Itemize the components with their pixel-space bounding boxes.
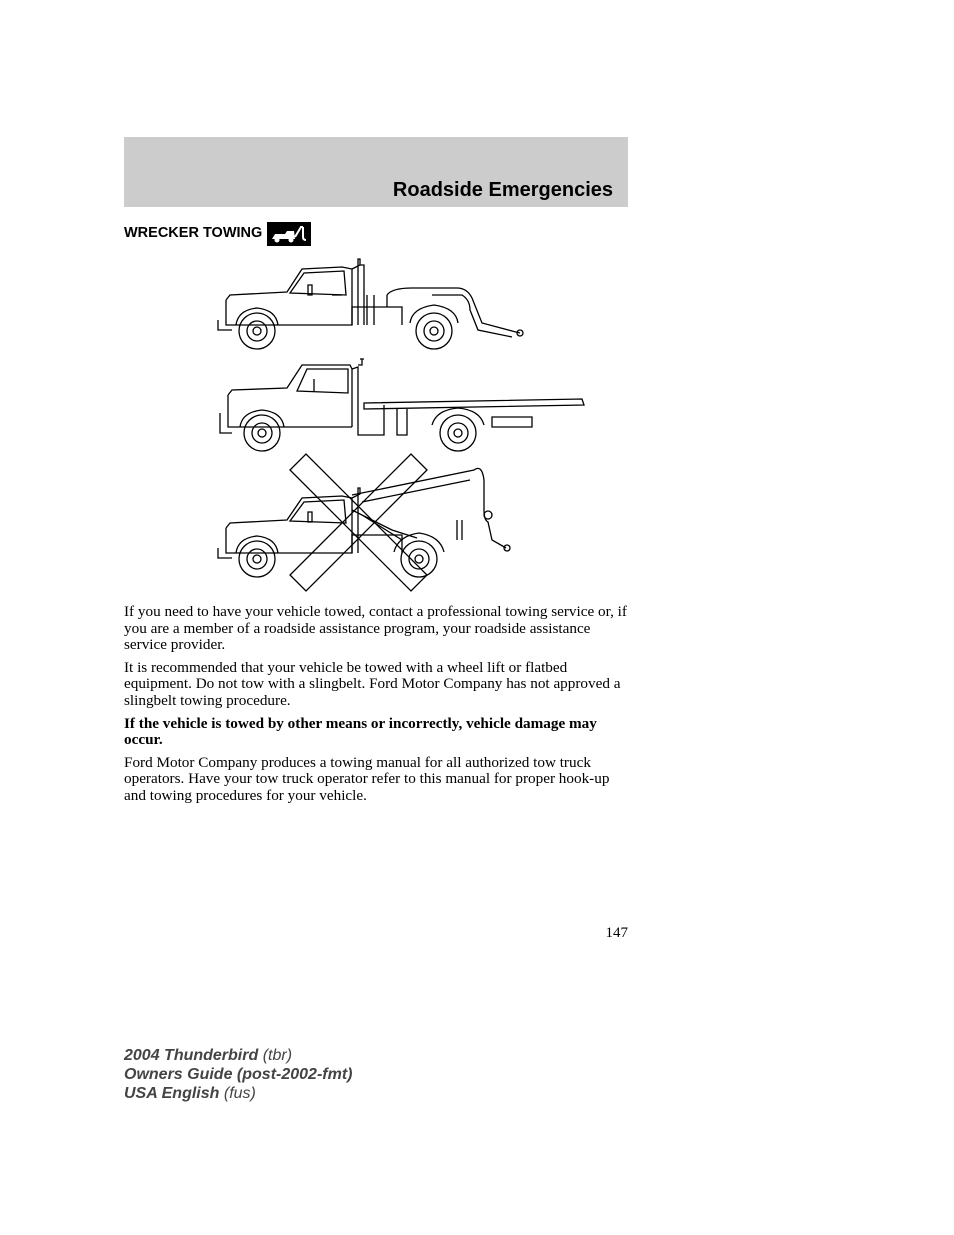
page-number: 147 <box>605 925 628 941</box>
footer-guide: Owners Guide (post-2002-fmt) <box>124 1066 353 1083</box>
chapter-title: Roadside Emergencies <box>392 179 613 201</box>
paragraph-recommendation: It is recommended that your vehicle be towed with a wheel lift or flatbed equipment. Do not tow with a slingbelt. Ford Motor Company has not approved a slingbelt towing procedure. <box>124 658 621 709</box>
paragraph-contact-towing: If you need to have your vehicle towed, contact a professional towing service or, if you are a member of a roadside assistance program, your roadside assistance service provider. <box>124 603 627 654</box>
document-footer <box>124 1046 352 1103</box>
wheel-lift-tow-truck <box>218 259 523 349</box>
section-heading-text: WRECKER TOWING <box>124 225 263 241</box>
header-band <box>124 137 628 207</box>
footer-language-code: (fus) <box>219 1085 256 1102</box>
footer-line-3 <box>124 1084 352 1103</box>
tow-truck-icon <box>267 222 311 246</box>
footer-line-1 <box>124 1046 352 1065</box>
footer-language: USA English <box>124 1085 220 1102</box>
section-heading <box>124 221 311 245</box>
footer-line-2 <box>124 1065 352 1084</box>
slingbelt-tow-truck <box>218 454 510 591</box>
warning-paragraph: If the vehicle is towed by other means or incorrectly, vehicle damage may occur. <box>124 714 597 749</box>
paragraph-towing-manual: Ford Motor Company produces a towing manual for all authorized tow truck operators. Have your tow truck operator refer to this manual for proper hook-up and towing procedures for your vehicle. <box>124 753 610 804</box>
footer-model-code: (tbr) <box>258 1047 293 1064</box>
footer-model: 2004 Thunderbird <box>124 1047 259 1064</box>
towing-illustrations <box>212 255 592 595</box>
body-text <box>124 604 630 811</box>
flatbed-tow-truck <box>220 359 584 451</box>
